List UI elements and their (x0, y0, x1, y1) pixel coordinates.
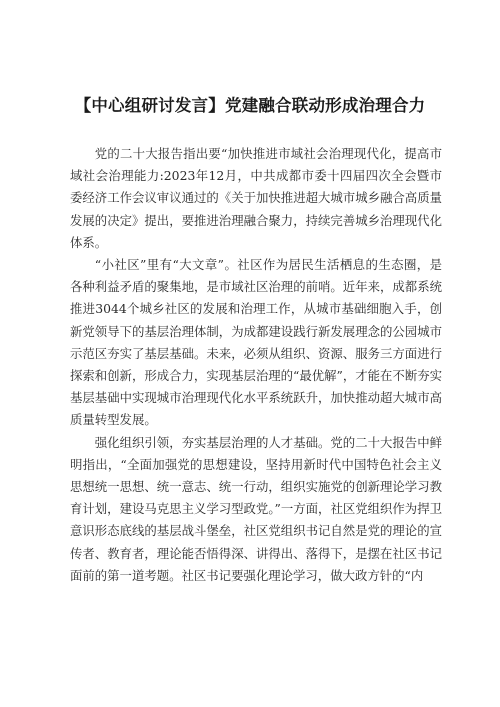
paragraph-3: 强化组织引领，夯实基层治理的人才基础。党的二十大报告中鲜明指出，“全面加强党的思想建设，坚持用新时代中国特色社会主义思想统一思想、统一意志、统一行动，组织实施党的创新理论学习教育计划，建设马克思主义学习型政党。”一方面，社区党组织作为捍卫意识形态底线的基层战斗堡垒，社区党组织书记自然是党的理论的宣传者、教育者，理论能否悟得深、讲得出、落得下，是摆在社区书记面前的第一道考题。社区书记要强化理论学习，做大政方针的“内 (70, 434, 442, 583)
document-title: 【中心组研讨发言】党建融合联动形成治理合力 (74, 96, 426, 115)
document-body (70, 143, 442, 587)
paragraph-2: “小社区”里有“大文章”。社区作为居民生活栖息的生态圈，是各种利益矛盾的聚集地，是市域社区治理的前哨。近年来，成都系统推进3044个城乡社区的发展和治理工作，从城市基础细胞入手，创新党领导下的基层治理体制，为成都建设践行新发展理念的公园城市示范区夯实了基层基础。未来，必须从组织、资源、服务三方面进行探索和创新，形成合力，实现基层治理的“最优解”，才能在不断夯实基层基础中实现城市治理现代化水平系统跃升，加快推动超大城市高质量转型发展。 (70, 257, 442, 428)
paragraph-1: 党的二十大报告指出要“加快推进市域社会治理现代化，提高市域社会治理能力:2023年12月，中共成都市委十四届四次全会暨市委经济工作会议审议通过的《关于加快推进超大城市城乡融合高质量发展的决定》提出，要推进治理融合聚力，持续完善城乡治理现代化体系。 (70, 146, 442, 250)
